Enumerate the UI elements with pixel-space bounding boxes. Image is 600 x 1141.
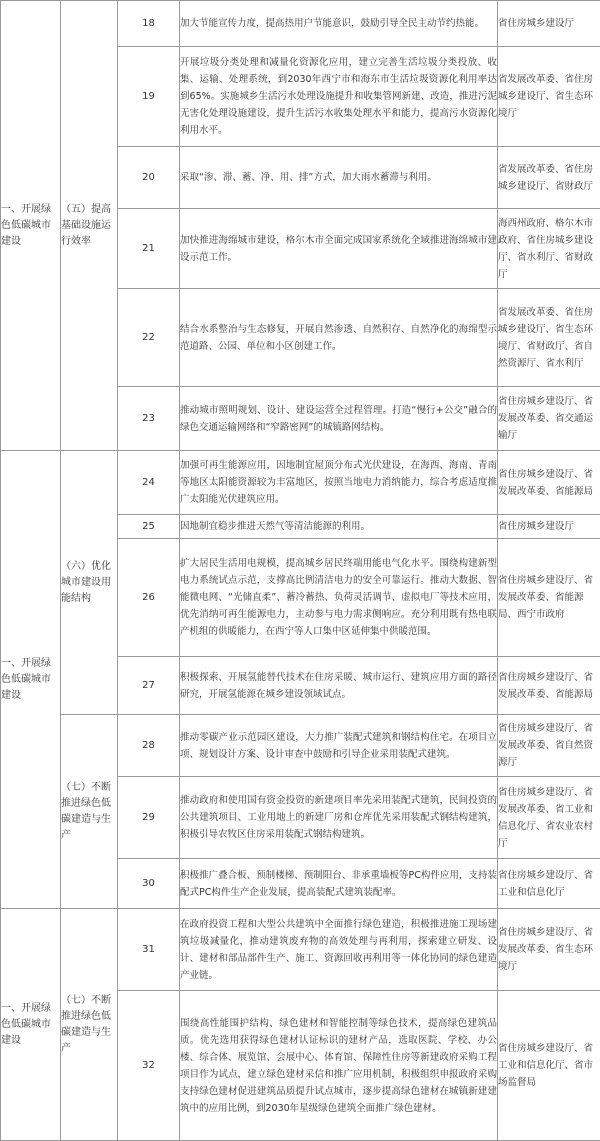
row-number: 30 bbox=[118, 859, 180, 909]
responsible-dept: 省住房城乡建设厅、省发展改革委、省生态环境厅 bbox=[498, 909, 600, 991]
category-cell: 一、开展绿色低碳城市建设 bbox=[1, 909, 61, 1141]
row-number: 18 bbox=[118, 1, 180, 47]
row-number: 20 bbox=[118, 147, 180, 209]
row-number: 27 bbox=[118, 657, 180, 715]
task-text: 扩大居民生活用电规模，提高城乡居民终端用能电气化水平。围绕构建新型电力系统试点示范，支撑高比例清洁电力的安全可靠运行。推动大数据、智能微电网、“光储直柔”、蓄冷蓄热、负荷灵活调节、虚拟电厂等技术应用，优先消纳可再生能源电力，主动参与电力需求侧响应。充分利用既有热电联产机组的供暖能力，在西宁等人口集中区延伸集中供暖范围。 bbox=[180, 539, 498, 657]
responsible-dept: 省发展改革委、省住房城乡建设厅、省生态环境厅 bbox=[498, 47, 600, 147]
row-number: 25 bbox=[118, 515, 180, 539]
row-number: 19 bbox=[118, 47, 180, 147]
task-text: 加大节能宣传力度，提高热用户节能意识，鼓励引导全民主动节约热能。 bbox=[180, 1, 498, 47]
task-text: 采取“渗、滞、蓄、净、用、排”方式，加大雨水蓄滞与利用。 bbox=[180, 147, 498, 209]
responsible-dept: 省发展改革委、省住房城乡建设厅、省生态环境厅、省财政厅、省自然资源厅、省水利厅 bbox=[498, 289, 600, 387]
subcategory-cell: （七）不断推进绿色低碳建造与生产 bbox=[61, 715, 118, 909]
responsible-dept: 省住房城乡建设厅、省发展改革委、省自然资源厅 bbox=[498, 715, 600, 777]
responsible-dept: 省住房城乡建设厅、省工业和信息化厅、省市场监督局 bbox=[498, 991, 600, 1141]
task-text: 加快推进海绵城市建设，格尔木市全面完成国家系统化全域推进海绵城市建设示范工作。 bbox=[180, 209, 498, 289]
task-text: 积极探索、开展氢能替代技术在住房采暖、城市运行、建筑应用方面的路径研究，开展氢能源在城乡建设领域试点。 bbox=[180, 657, 498, 715]
subcategory-cell: （七）不断推进绿色低碳建造与生产 bbox=[61, 909, 118, 1141]
responsible-dept: 省住房城乡建设厅、省发展改革委、省工业和信息化厅、省农业农村厅 bbox=[498, 777, 600, 859]
table-row bbox=[1, 715, 600, 777]
responsible-dept: 海西州政府、格尔木市政府、省住房城乡建设厅、省水利厅、省财政厅 bbox=[498, 209, 600, 289]
row-number: 29 bbox=[118, 777, 180, 859]
row-number: 32 bbox=[118, 991, 180, 1141]
task-text: 加强可再生能源应用，因地制宜屋顶分布式光伏建设，在海西、海南、青南等地区太阳能资源较为丰富地区，按照当地电力消纳能力，综合考虑适度推广太阳能光伏建筑应用。 bbox=[180, 451, 498, 515]
category-cell: 一、开展绿色低碳城市建设 bbox=[1, 451, 61, 909]
task-text: 积极推广叠合板、预制楼梯、预制阳台、非承重墙板等PC构件应用，支持装配式PC构件生产企业发展，提高装配式建筑装配率。 bbox=[180, 859, 498, 909]
responsible-dept: 省住房城乡建设厅、省发展改革委、省交通运输厅 bbox=[498, 387, 600, 451]
responsible-dept: 省住房城乡建设厅、省发展改革委、省能源局、西宁市政府 bbox=[498, 539, 600, 657]
task-text: 在政府投资工程和大型公共建筑中全面推行绿色建造，积极推进施工现场建筑垃圾减量化，推动建筑废弃物的高效处理与再利用，探索建立研发、设计、建材和部品部件生产、施工、资源回收再利用等一体化协同的绿色建造产业链。 bbox=[180, 909, 498, 991]
responsible-dept: 省住房城乡建设厅、省工业和信息化厅 bbox=[498, 859, 600, 909]
row-number: 28 bbox=[118, 715, 180, 777]
responsible-dept: 省住房城乡建设厅、省发展改革委、省能源局 bbox=[498, 657, 600, 715]
table-row bbox=[1, 451, 600, 515]
responsible-dept: 省住房城乡建设厅 bbox=[498, 1, 600, 47]
task-text: 开展垃圾分类处理和减量化资源化应用，建立完善生活垃圾分类投放、收集、运输、处理系统，到2030年西宁市和海东市生活垃圾资源化利用率达到65%。实施城乡生活污水处理设施提升和收集管网新建、改造，推进污泥无害化处理设施建设，提升生活污水收集处理水平和能力，提高污水资源化利用水平。 bbox=[180, 47, 498, 147]
task-text: 推动零碳产业示范园区建设，大力推广装配式建筑和钢结构住宅。在项目立项、规划设计方案、设计审查中鼓励和引导企业采用装配式建筑。 bbox=[180, 715, 498, 777]
category-cell: 一、开展绿色低碳城市建设 bbox=[1, 1, 61, 451]
table-row bbox=[1, 909, 600, 991]
responsible-dept: 省住房城乡建设厅、省发展改革委、省能源局 bbox=[498, 451, 600, 515]
task-text: 推动政府和使用国有资金投资的新建项目率先采用装配式建筑，民间投资的公共建筑项目、工业用地上的新建厂房和仓库优先采用装配式钢结构建筑，积极引导农牧区住房采用装配式钢结构建筑。 bbox=[180, 777, 498, 859]
row-number: 22 bbox=[118, 289, 180, 387]
row-number: 21 bbox=[118, 209, 180, 289]
responsible-dept: 省发展改革委、省住房城乡建设厅、省财政厅 bbox=[498, 147, 600, 209]
task-text: 结合水系整治与生态修复，开展自然渗透、自然积存、自然净化的海绵型示范道路、公园、单位和小区创建工作。 bbox=[180, 289, 498, 387]
task-text: 推动城市照明规划、设计、建设运营全过程管理。打造“慢行+公交”融合的绿色交通运输网络和“窄路密网”的城镇路网结构。 bbox=[180, 387, 498, 451]
row-number: 31 bbox=[118, 909, 180, 991]
responsible-dept: 省住房城乡建设厅 bbox=[498, 515, 600, 539]
task-text: 围绕高性能围护结构、绿色建材和智能控制等绿色技术，提高绿色建筑品质。优先选用获得绿色建材认证标识的建材产品，选取医院、学校、办公楼、综合体、展览馆、会展中心、体育馆、保障性住房等新建政府采购工程项目作为试点，建立绿色建材采信和推广应用机制，积极组织申报政府采购支持绿色建材促进建筑品质提升试点城市，逐步提高绿色建材在城镇新建建筑中的应用比例，到2030年星级绿色建筑全面推广绿色建材。 bbox=[180, 991, 498, 1141]
table-row bbox=[1, 1, 600, 47]
row-number: 26 bbox=[118, 539, 180, 657]
subcategory-cell: （五）提高基础设施运行效率 bbox=[61, 1, 118, 451]
row-number: 23 bbox=[118, 387, 180, 451]
row-number: 24 bbox=[118, 451, 180, 515]
task-text: 因地制宜稳步推进天然气等清洁能源的利用。 bbox=[180, 515, 498, 539]
subcategory-cell: （六）优化城市建设用能结构 bbox=[61, 451, 118, 715]
